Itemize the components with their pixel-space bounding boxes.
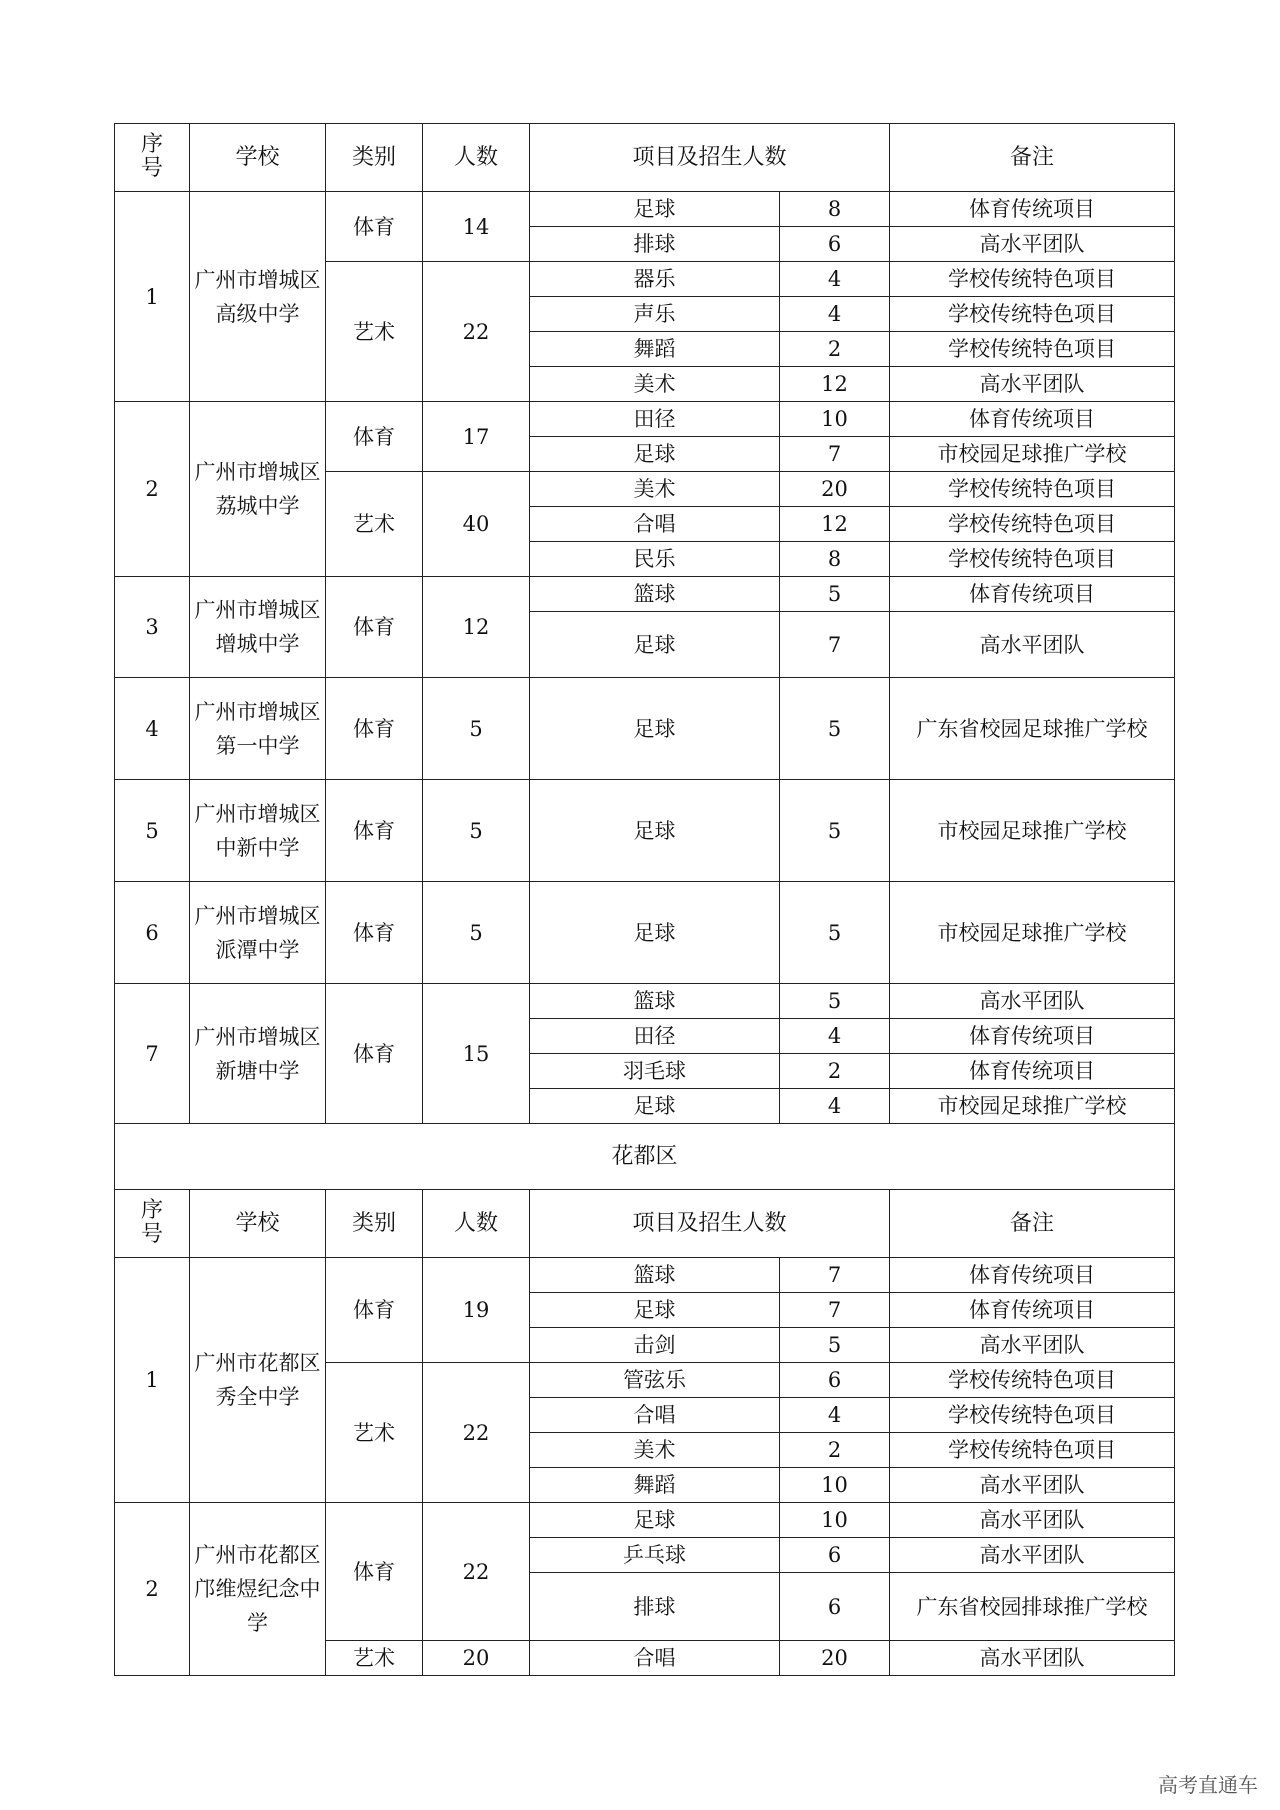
- count: 17: [423, 402, 530, 472]
- category: 体育: [326, 1503, 423, 1641]
- section-title-huadu: 花都区: [115, 1124, 1175, 1190]
- project-num: 20: [780, 1641, 890, 1676]
- count: 12: [423, 577, 530, 678]
- school-name: 广州市增城区增城中学: [190, 577, 326, 678]
- category: 艺术: [326, 262, 423, 402]
- header-no: 序号: [115, 1190, 190, 1258]
- project: 美术: [530, 367, 780, 402]
- project-num: 5: [780, 577, 890, 612]
- category: 体育: [326, 882, 423, 984]
- header-category: 类别: [326, 1190, 423, 1258]
- project: 足球: [530, 1293, 780, 1328]
- note: 高水平团队: [890, 1538, 1175, 1573]
- note: 体育传统项目: [890, 402, 1175, 437]
- project: 排球: [530, 227, 780, 262]
- note: 学校传统特色项目: [890, 1433, 1175, 1468]
- note: 体育传统项目: [890, 1054, 1175, 1089]
- header-row: [115, 124, 1175, 192]
- project: 田径: [530, 1019, 780, 1054]
- project-num: 5: [780, 780, 890, 882]
- table-row: [115, 780, 1175, 882]
- note: 体育传统项目: [890, 1293, 1175, 1328]
- school-no: 2: [115, 402, 190, 577]
- project: 美术: [530, 1433, 780, 1468]
- project-num: 2: [780, 332, 890, 367]
- note: 高水平团队: [890, 612, 1175, 678]
- note: 体育传统项目: [890, 1019, 1175, 1054]
- school-name: 广州市增城区荔城中学: [190, 402, 326, 577]
- project-num: 8: [780, 192, 890, 227]
- project-num: 6: [780, 227, 890, 262]
- school-name: 广州市增城区中新中学: [190, 780, 326, 882]
- project: 篮球: [530, 1258, 780, 1293]
- school-no: 3: [115, 577, 190, 678]
- project: 篮球: [530, 984, 780, 1019]
- note: 高水平团队: [890, 1641, 1175, 1676]
- project-num: 10: [780, 402, 890, 437]
- school-no: 5: [115, 780, 190, 882]
- project: 声乐: [530, 297, 780, 332]
- table-row: [115, 1503, 1175, 1538]
- school-name: 广州市增城区派潭中学: [190, 882, 326, 984]
- project-num: 5: [780, 882, 890, 984]
- note: 市校园足球推广学校: [890, 780, 1175, 882]
- admissions-table: [114, 123, 1175, 1676]
- category: 艺术: [326, 472, 423, 577]
- note: 学校传统特色项目: [890, 542, 1175, 577]
- project-num: 4: [780, 262, 890, 297]
- school-name: 广州市花都区秀全中学: [190, 1258, 326, 1503]
- count: 5: [423, 678, 530, 780]
- count: 40: [423, 472, 530, 577]
- note: 体育传统项目: [890, 577, 1175, 612]
- project-num: 2: [780, 1433, 890, 1468]
- project-num: 2: [780, 1054, 890, 1089]
- project-num: 4: [780, 1398, 890, 1433]
- project: 舞蹈: [530, 332, 780, 367]
- category: 体育: [326, 780, 423, 882]
- table-row: [115, 402, 1175, 437]
- count: 22: [423, 1503, 530, 1641]
- project-num: 20: [780, 472, 890, 507]
- project: 羽毛球: [530, 1054, 780, 1089]
- project-num: 10: [780, 1468, 890, 1503]
- project-num: 4: [780, 1019, 890, 1054]
- note: 学校传统特色项目: [890, 1363, 1175, 1398]
- count: 20: [423, 1641, 530, 1676]
- header-school: 学校: [190, 124, 326, 192]
- project: 足球: [530, 1089, 780, 1124]
- school-no: 1: [115, 1258, 190, 1503]
- project-num: 7: [780, 1293, 890, 1328]
- header-school: 学校: [190, 1190, 326, 1258]
- table-row: [115, 984, 1175, 1019]
- count: 14: [423, 192, 530, 262]
- project-num: 4: [780, 1089, 890, 1124]
- note: 市校园足球推广学校: [890, 1089, 1175, 1124]
- note: 高水平团队: [890, 1503, 1175, 1538]
- school-no: 7: [115, 984, 190, 1124]
- header-project: 项目及招生人数: [530, 124, 890, 192]
- header-count: 人数: [423, 124, 530, 192]
- project: 田径: [530, 402, 780, 437]
- count: 22: [423, 262, 530, 402]
- table-row: [115, 882, 1175, 984]
- count: 5: [423, 882, 530, 984]
- count: 22: [423, 1363, 530, 1503]
- project: 击剑: [530, 1328, 780, 1363]
- header-row: [115, 1190, 1175, 1258]
- note: 体育传统项目: [890, 1258, 1175, 1293]
- note: 高水平团队: [890, 1328, 1175, 1363]
- watermark-text: 高考直通车: [1158, 1773, 1258, 1797]
- header-category: 类别: [326, 124, 423, 192]
- project: 排球: [530, 1573, 780, 1641]
- category: 体育: [326, 577, 423, 678]
- note: 学校传统特色项目: [890, 262, 1175, 297]
- project-num: 4: [780, 297, 890, 332]
- project-num: 10: [780, 1503, 890, 1538]
- note: 高水平团队: [890, 227, 1175, 262]
- table-row: [115, 1258, 1175, 1293]
- note: 高水平团队: [890, 984, 1175, 1019]
- header-project: 项目及招生人数: [530, 1190, 890, 1258]
- count: 19: [423, 1258, 530, 1363]
- project: 乒乓球: [530, 1538, 780, 1573]
- project-num: 6: [780, 1363, 890, 1398]
- note: 学校传统特色项目: [890, 1398, 1175, 1433]
- project-num: 7: [780, 1258, 890, 1293]
- category: 艺术: [326, 1363, 423, 1503]
- school-no: 4: [115, 678, 190, 780]
- school-name: 广州市花都区邝维煜纪念中学: [190, 1503, 326, 1676]
- project: 器乐: [530, 262, 780, 297]
- project-num: 12: [780, 367, 890, 402]
- count: 15: [423, 984, 530, 1124]
- note: 市校园足球推广学校: [890, 882, 1175, 984]
- header-note: 备注: [890, 1190, 1175, 1258]
- project: 合唱: [530, 1641, 780, 1676]
- project-num: 5: [780, 1328, 890, 1363]
- note: 学校传统特色项目: [890, 507, 1175, 542]
- school-no: 1: [115, 192, 190, 402]
- project-num: 7: [780, 437, 890, 472]
- note: 广东省校园排球推广学校: [890, 1573, 1175, 1641]
- note: 广东省校园足球推广学校: [890, 678, 1175, 780]
- project-num: 5: [780, 984, 890, 1019]
- note: 学校传统特色项目: [890, 332, 1175, 367]
- project: 足球: [530, 612, 780, 678]
- project: 足球: [530, 192, 780, 227]
- table-row: [115, 192, 1175, 227]
- school-name: 广州市增城区高级中学: [190, 192, 326, 402]
- note: 学校传统特色项目: [890, 297, 1175, 332]
- count: 5: [423, 780, 530, 882]
- note: 高水平团队: [890, 367, 1175, 402]
- project: 篮球: [530, 577, 780, 612]
- table-row: [115, 577, 1175, 612]
- category: 艺术: [326, 1641, 423, 1676]
- project-num: 6: [780, 1538, 890, 1573]
- project: 足球: [530, 437, 780, 472]
- project-num: 6: [780, 1573, 890, 1641]
- project: 合唱: [530, 1398, 780, 1433]
- section-row: [115, 1124, 1175, 1190]
- category: 体育: [326, 678, 423, 780]
- project: 合唱: [530, 507, 780, 542]
- project: 民乐: [530, 542, 780, 577]
- header-note: 备注: [890, 124, 1175, 192]
- project: 足球: [530, 780, 780, 882]
- project: 足球: [530, 678, 780, 780]
- project-num: 7: [780, 612, 890, 678]
- project-num: 5: [780, 678, 890, 780]
- header-count: 人数: [423, 1190, 530, 1258]
- header-no: 序号: [115, 124, 190, 192]
- note: 学校传统特色项目: [890, 472, 1175, 507]
- project: 美术: [530, 472, 780, 507]
- project: 管弦乐: [530, 1363, 780, 1398]
- school-name: 广州市增城区新塘中学: [190, 984, 326, 1124]
- category: 体育: [326, 984, 423, 1124]
- project-num: 8: [780, 542, 890, 577]
- category: 体育: [326, 1258, 423, 1363]
- project: 足球: [530, 882, 780, 984]
- note: 高水平团队: [890, 1468, 1175, 1503]
- note: 体育传统项目: [890, 192, 1175, 227]
- project-num: 12: [780, 507, 890, 542]
- school-no: 2: [115, 1503, 190, 1676]
- project: 舞蹈: [530, 1468, 780, 1503]
- school-no: 6: [115, 882, 190, 984]
- category: 体育: [326, 192, 423, 262]
- category: 体育: [326, 402, 423, 472]
- project: 足球: [530, 1503, 780, 1538]
- note: 市校园足球推广学校: [890, 437, 1175, 472]
- table-row: [115, 678, 1175, 780]
- school-name: 广州市增城区第一中学: [190, 678, 326, 780]
